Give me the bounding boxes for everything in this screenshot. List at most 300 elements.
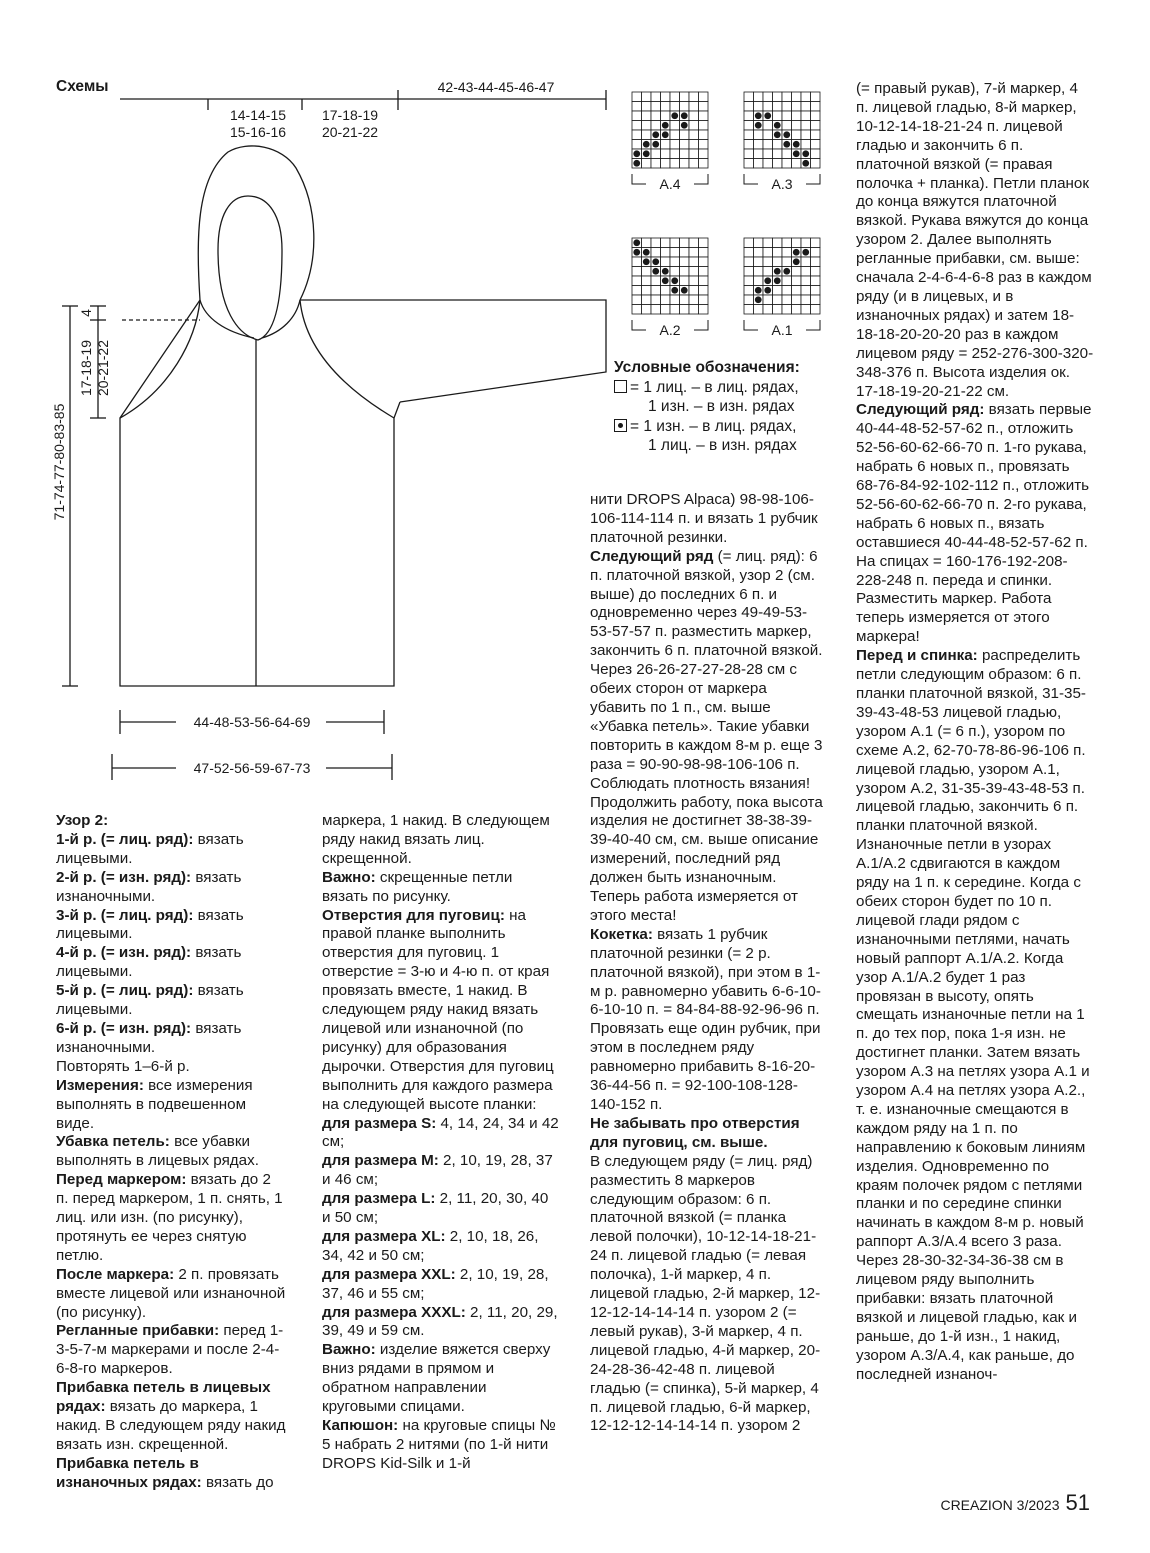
chart-cell	[792, 92, 802, 102]
paragraph-text: вязать лицевыми.	[56, 944, 242, 981]
paragraph-heading: Убавка петель:	[56, 1133, 170, 1151]
legend-item-purl	[614, 417, 800, 437]
chart-cell	[642, 111, 652, 121]
chart-cell	[661, 248, 671, 258]
knitting-charts	[632, 92, 820, 338]
paragraph	[56, 982, 286, 1020]
paragraph-text: вязать первые 40-44-48-52-57-62 п., отложить 52-56-60-62-66-70 п. 1-го рукава, набрать 6 новых п., провязать 68-76-84-92-102-112 п., отложить 52-56-60-62-66-70 п. 2-го рукава, набрать 6 новых п., вязать оставшиеся 40-44-48-52-57-62 п. На спицах = 160-176-192-208-228-248 п. переда и спинки.	[856, 401, 1092, 589]
chart-cell	[811, 111, 821, 121]
chart-cell	[670, 92, 680, 102]
chart-dot	[774, 277, 781, 284]
chart-dot	[662, 277, 669, 284]
chart-cell	[792, 159, 802, 169]
text-column-2	[322, 812, 560, 1474]
chart-cell	[651, 248, 661, 258]
chart-cell	[670, 159, 680, 169]
chart-cell	[801, 238, 811, 248]
chart-cell	[811, 238, 821, 248]
chart-cell	[632, 305, 642, 315]
chart-cell	[689, 92, 699, 102]
dim-v-total: 71-74-77-80-83-85	[51, 403, 67, 521]
chart-cell	[811, 130, 821, 140]
chart-cell	[811, 276, 821, 286]
paragraph-heading: 2-й р. (= изн. ряд):	[56, 868, 192, 886]
chart-cell	[661, 257, 671, 267]
chart-cell	[632, 102, 642, 112]
chart-dot	[802, 160, 809, 167]
paragraph-heading: для размера XXL:	[322, 1265, 456, 1283]
chart-cell	[763, 295, 773, 305]
chart-dot	[662, 131, 669, 138]
dim-top-mid-2: 20-21-22	[321, 124, 379, 140]
chart-dot	[643, 141, 650, 148]
chart-dot	[764, 112, 771, 119]
paragraph	[856, 401, 1094, 590]
chart-cell	[763, 92, 773, 102]
chart-cell	[680, 149, 690, 159]
paragraph-text: Повторять 1–6-й р.	[56, 1057, 190, 1075]
chart-cell	[773, 286, 783, 296]
paragraph-heading: 3-й р. (= лиц. ряд):	[56, 906, 194, 924]
paragraph-text: В следующем ряду (= лиц. ряд) разместить 8 маркеров следующим образом: 6 п. платочной вязкой (= планка левой полочки), 10-12-14-18-21-24 п. лицевой гладью (= левая полочка), 1-й маркер, 4 п. лицевой гладью, 2-й маркер, 12-12-12-14-14-14 п. узором 2 (= левый рукав), 3-й маркер, 4 п. лицевой гладью, 4-й маркер, 20-24-28-36-42-48 п. лицевой гладью (= спинка), 5-й маркер, 4 п. лицевой гладью, 6-й маркер, 12-12-12-14-14-14 п. узором 2	[590, 1152, 821, 1435]
paragraph	[56, 944, 286, 982]
paragraph	[322, 1190, 560, 1228]
chart-dot	[783, 141, 790, 148]
chart-dot	[643, 258, 650, 265]
chart-cell	[661, 149, 671, 159]
chart-cell	[782, 257, 792, 267]
chart-cell	[754, 248, 764, 258]
chart-cell	[744, 295, 754, 305]
paragraph-heading: 4-й р. (= изн. ряд):	[56, 944, 192, 962]
paragraph	[590, 491, 826, 548]
chart-cell	[689, 276, 699, 286]
chart-cell	[782, 111, 792, 121]
chart-cell	[680, 257, 690, 267]
paragraph-heading: Капюшон:	[322, 1417, 399, 1434]
chart-cell	[689, 140, 699, 150]
chart-cell	[773, 257, 783, 267]
chart-cell	[782, 121, 792, 131]
paragraph	[56, 1322, 286, 1379]
chart-cell	[763, 257, 773, 267]
chart-cell	[651, 276, 661, 286]
chart-cell	[773, 102, 783, 112]
paragraph-text: 2, 11, 20, 29, 39, 49 и 59 см.	[322, 1303, 558, 1340]
chart-cell	[744, 102, 754, 112]
chart-cell	[811, 149, 821, 159]
chart-cell	[642, 130, 652, 140]
paragraph-text: распределить петли следующим образом: 6 п. планки платочной вязкой, 31-35-39-43-48-53 лицевой гладью, узором A.1 (= 6 п.), узором по схеме A.2, 62-70-78-86-96-106 п. лицевой гладью, узором A.1, узором A.2, 31-35-39-43-48-53 п. лицевой гладью, закончить 6 п. планки платочной вязкой. Изнаночные петли в узорах A.1/A.2 сдвигаются в каждом ряду на 1 п. к середине. Когда с обеих сторон будет по 10 п. лицевой глади рядом с изнаночными петлями, начать новый раппорт A.1/A.2. Когда узор A.1/A.2 будет 1 раз провязан в высоту, опять смещать изнаночные петли на 1 п. до тех пор, пока 1-я изн. не достигнет планки. Затем вязать узором A.3 на петлях узора A.1 и узором A.4 на петлях узора A.2., т. е. изнаночные смещаются в каждом ряду на 1 п. по направлению к боковым линиям изделия. Одновременно по краям полочек рядом с петлями планки и по середине спинки начинать в каждом 8-м р. новый раппорт A.3/A.4 всего 3 раза.	[856, 647, 1090, 1251]
chart-cell	[811, 267, 821, 277]
chart-cell	[680, 102, 690, 112]
chart-dot	[764, 287, 771, 294]
paragraph-text: нити DROPS Alpaca) 98-98-106-106-114-114 п. и вязать 1 рубчик платочной резинки.	[590, 491, 818, 546]
paragraph-text: скрещенные петли вязать по рисунку.	[322, 868, 513, 905]
chart-cell	[680, 295, 690, 305]
paragraph-heading: После маркера:	[56, 1265, 175, 1283]
chart-cell	[744, 121, 754, 131]
paragraph-text: 2, 10, 19, 28, 37, 46 и 55 см;	[322, 1265, 549, 1302]
chart-a1	[744, 238, 820, 338]
chart-cell	[754, 305, 764, 315]
chart-cell	[801, 295, 811, 305]
chart-cell	[699, 267, 709, 277]
chart-cell	[754, 102, 764, 112]
paragraph	[322, 1304, 560, 1342]
legend-item1-line2: 1 изн. – в изн. рядах	[648, 398, 795, 415]
paragraph-text: 2, 10, 18, 26, 34, 42 и 50 см;	[322, 1227, 539, 1264]
page-number: 51	[1065, 1490, 1090, 1515]
chart-cell	[632, 295, 642, 305]
paragraph-text: вязать изнаночными.	[56, 868, 242, 905]
chart-cell	[680, 159, 690, 169]
chart-cell	[792, 111, 802, 121]
chart-dot	[755, 287, 762, 294]
chart-cell	[754, 159, 764, 169]
chart-cell	[782, 159, 792, 169]
chart-cell	[689, 111, 699, 121]
paragraph-heading: Следующий ряд	[590, 547, 714, 565]
legend-item1-line1: = 1 лиц. – в лиц. рядах,	[630, 378, 799, 396]
chart-dot	[662, 122, 669, 129]
chart-cell	[782, 305, 792, 315]
chart-cell	[689, 267, 699, 277]
chart-cell	[670, 295, 680, 305]
paragraph	[56, 831, 286, 869]
chart-cell	[670, 130, 680, 140]
chart-cell	[801, 111, 811, 121]
dim-top-right: 42-43-44-45-46-47	[437, 79, 555, 95]
chart-cell	[801, 102, 811, 112]
paragraph-text: вязать лицевыми.	[56, 982, 244, 1019]
chart-cell	[651, 295, 661, 305]
chart-label: A.1	[771, 322, 793, 338]
chart-cell	[689, 257, 699, 267]
paragraph	[856, 647, 1094, 1252]
chart-cell	[689, 149, 699, 159]
chart-dot	[633, 150, 640, 157]
dim-v-small: 4	[78, 309, 94, 317]
chart-cell	[792, 130, 802, 140]
chart-cell	[699, 248, 709, 258]
paragraph	[322, 812, 560, 869]
chart-cell	[754, 257, 764, 267]
chart-cell	[782, 149, 792, 159]
chart-cell	[811, 295, 821, 305]
chart-cell	[744, 305, 754, 315]
chart-cell	[744, 140, 754, 150]
chart-cell	[680, 305, 690, 315]
chart-cell	[632, 111, 642, 121]
paragraph-heading: для размера L:	[322, 1190, 436, 1208]
chart-dot	[643, 150, 650, 157]
chart-dot	[652, 268, 659, 275]
chart-dot	[662, 268, 669, 275]
chart-cell	[792, 286, 802, 296]
chart-cell	[763, 130, 773, 140]
chart-cell	[689, 159, 699, 169]
chart-a2	[632, 238, 708, 338]
chart-cell	[773, 305, 783, 315]
chart-cell	[754, 149, 764, 159]
chart-cell	[642, 92, 652, 102]
chart-label: A.3	[771, 176, 793, 192]
chart-cell	[642, 295, 652, 305]
dim-width-1: 44-48-53-56-64-69	[193, 714, 311, 730]
chart-cell	[744, 276, 754, 286]
chart-cell	[642, 267, 652, 277]
chart-cell	[763, 238, 773, 248]
chart-cell	[670, 149, 680, 159]
paragraph-text: маркера, 1 накид. В следующем ряду накид вязать лиц. скрещенной.	[322, 812, 550, 867]
chart-dot	[633, 249, 640, 256]
chart-cell	[811, 102, 821, 112]
chart-cell	[773, 140, 783, 150]
paragraph-text: вязать до маркера, 1 накид. В следующем ряду накид вязать изн. скрещенной.	[56, 1398, 286, 1453]
paragraph-heading: для размера M:	[322, 1152, 439, 1170]
chart-cell	[773, 111, 783, 121]
chart-cell	[632, 286, 642, 296]
paragraph-text: 2 п. провязать вместе лицевой или изнаночной (по рисунку).	[56, 1265, 286, 1321]
chart-cell	[670, 102, 680, 112]
chart-cell	[642, 159, 652, 169]
chart-cell	[680, 130, 690, 140]
chart-cell	[773, 149, 783, 159]
paragraph	[56, 1133, 286, 1171]
paragraph-text: вязать лицевыми.	[56, 830, 244, 867]
chart-cell	[651, 238, 661, 248]
paragraph-heading: 1-й р. (= лиц. ряд):	[56, 830, 194, 848]
chart-cell	[699, 111, 709, 121]
chart-cell	[744, 149, 754, 159]
chart-cell	[642, 305, 652, 315]
chart-cell	[744, 92, 754, 102]
paragraph	[590, 1153, 826, 1437]
chart-cell	[811, 248, 821, 258]
chart-cell	[670, 140, 680, 150]
chart-cell	[792, 238, 802, 248]
dim-top-mid-1: 17-18-19	[321, 107, 379, 123]
chart-cell	[661, 305, 671, 315]
chart-cell	[744, 248, 754, 258]
paragraph	[322, 1266, 560, 1304]
paragraph-text: Через 28-30-32-34-36-38 см в лицевом ряду выполнить прибавки: вязать платочной вязкой и лицевой гладью, как и раньше, до 1-й изн., 1 накид, узором A.3/A.4, как раньше, до последней изнаноч-	[856, 1252, 1078, 1383]
chart-dot	[671, 112, 678, 119]
paragraph	[322, 869, 560, 907]
paragraph-text: на правой планке выполнить отверстия для пуговиц. 1 отверстие = 3-ю и 4-ю п. от края провязать вместе, 1 накид. В следующем ряду накид вязать лицевой или изнаночной (по рисунку) для образования дырочки. Отверстия для пуговиц выполнить для каждого размера на следующей высоте планки:	[322, 906, 554, 1113]
chart-cell	[670, 305, 680, 315]
chart-cell	[680, 248, 690, 258]
chart-cell	[792, 295, 802, 305]
paragraph-text: (= лиц. ряд): 6 п. платочной вязкой, узор 2 (см. выше) до последних 6 п. и одновременно через 49-49-53-53-57-57 п. разместить маркер, закончить 6 п. платочной вязкой. Через 26-26-27-27-28-28 см с обеих сторон от маркера убавить по 1 п., см. выше «Убавка петель». Такие убавки повторить в каждом 8-м р. еще 3 раза = 90-90-98-98-106-106 п. Соблюдать плотность вязания!	[590, 547, 823, 792]
chart-dot	[774, 122, 781, 129]
paragraph-text: на круговые спицы № 5 набрать 2 нитями (по 1-й нити DROPS Kid-Silk и 1-й	[322, 1417, 556, 1472]
paragraph	[322, 1228, 560, 1266]
chart-cell	[689, 130, 699, 140]
chart-cell	[754, 130, 764, 140]
chart-cell	[754, 276, 764, 286]
paragraph	[56, 1266, 286, 1323]
chart-cell	[699, 121, 709, 131]
chart-cell	[699, 286, 709, 296]
chart-cell	[632, 267, 642, 277]
chart-cell	[699, 92, 709, 102]
chart-cell	[632, 130, 642, 140]
paragraph-heading: для размера XL:	[322, 1227, 446, 1245]
chart-cell	[661, 286, 671, 296]
paragraph-text: вязать изнаночными.	[56, 1019, 242, 1056]
chart-cell	[792, 102, 802, 112]
legend	[614, 358, 800, 456]
paragraph-text: вязать 1 рубчик платочной резинки (= 2 р. платочной вязкой), при этом в 1-м р. равномерно убавить 6-6-10-6-10-10 п. = 84-84-88-92-96-96 п. Провязать еще один рубчик, при этом в последнем ряду равномерно прибавить 8-16-20-36-44-56 п. = 92-100-108-128-140-152 п.	[590, 925, 821, 1113]
chart-cell	[792, 267, 802, 277]
paragraph-heading: Перед и спинка:	[856, 647, 978, 665]
chart-cell	[744, 238, 754, 248]
chart-dot	[652, 141, 659, 148]
chart-dot	[774, 131, 781, 138]
chart-cell	[661, 295, 671, 305]
chart-dot	[793, 249, 800, 256]
page-title: Схемы	[56, 78, 109, 95]
chart-cell	[754, 238, 764, 248]
paragraph-heading: Важно:	[322, 868, 376, 886]
chart-cell	[801, 140, 811, 150]
paragraph	[56, 1455, 286, 1493]
chart-cell	[651, 102, 661, 112]
dim-width-2: 47-52-56-59-67-73	[193, 760, 311, 776]
legend-item2-line2: 1 лиц. – в изн. рядах	[648, 437, 797, 454]
paragraph-heading: Регланные прибавки:	[56, 1322, 220, 1340]
chart-cell	[744, 130, 754, 140]
chart-cell	[763, 121, 773, 131]
paragraph	[322, 1341, 560, 1417]
chart-cell	[642, 102, 652, 112]
chart-cell	[773, 248, 783, 258]
dim-top-left-1: 14-14-15	[229, 107, 287, 123]
paragraph	[590, 548, 826, 794]
chart-cell	[782, 276, 792, 286]
chart-cell	[763, 267, 773, 277]
paragraph-text: все убавки выполнять в лицевых рядах.	[56, 1133, 259, 1170]
chart-cell	[689, 295, 699, 305]
chart-cell	[699, 130, 709, 140]
chart-a3	[744, 92, 820, 192]
chart-cell	[744, 267, 754, 277]
chart-cell	[763, 149, 773, 159]
paragraph-text: 2, 11, 20, 30, 40 и 50 см;	[322, 1190, 549, 1227]
paragraph-text: вязать лицевыми.	[56, 906, 244, 943]
chart-cell	[801, 257, 811, 267]
chart-cell	[811, 305, 821, 315]
paragraph	[856, 1252, 1094, 1384]
paragraph	[56, 907, 286, 945]
paragraph	[56, 1020, 286, 1058]
chart-cell	[782, 295, 792, 305]
chart-cell	[661, 92, 671, 102]
chart-cell	[782, 238, 792, 248]
chart-cell	[689, 102, 699, 112]
chart-cell	[642, 121, 652, 131]
dim-top-left-2: 15-16-16	[229, 124, 287, 140]
chart-cell	[763, 248, 773, 258]
dim-v-mid-2: 20-21-22	[95, 339, 111, 397]
paragraph-heading: Не забывать про отверстия для пуговиц, см. выше.	[590, 1114, 800, 1151]
paragraph-text: 2, 10, 19, 28, 37 и 46 см;	[322, 1152, 553, 1189]
chart-cell	[689, 121, 699, 131]
chart-cell	[632, 276, 642, 286]
paragraph-heading: Прибавка петель в изнаночных рядах:	[56, 1454, 202, 1491]
text-column-3	[590, 491, 826, 1436]
chart-dot	[671, 287, 678, 294]
chart-cell	[670, 238, 680, 248]
paragraph-heading: Важно:	[322, 1341, 376, 1359]
chart-cell	[782, 286, 792, 296]
paragraph	[322, 1115, 560, 1153]
paragraph	[322, 1417, 560, 1474]
paragraph-heading: Измерения:	[56, 1076, 144, 1094]
chart-cell	[661, 111, 671, 121]
paragraph-heading: для размера S:	[322, 1114, 437, 1132]
chart-cell	[811, 92, 821, 102]
chart-cell	[699, 295, 709, 305]
chart-cell	[699, 140, 709, 150]
chart-cell	[632, 257, 642, 267]
chart-cell	[801, 267, 811, 277]
paragraph-text: все измерения выполнять в подвешенном виде.	[56, 1076, 253, 1132]
text-column-1	[56, 812, 286, 1493]
chart-cell	[763, 159, 773, 169]
chart-cell	[763, 102, 773, 112]
chart-cell	[763, 305, 773, 315]
chart-cell	[792, 305, 802, 315]
chart-cell	[801, 276, 811, 286]
chart-dot	[764, 277, 771, 284]
paragraph-text: вязать до 2 п. перед маркером, 1 п. снять, 1 лиц. или изн. (по рисунку), протянуть ее через снятую петлю.	[56, 1171, 283, 1264]
chart-cell	[680, 92, 690, 102]
chart-dot	[755, 112, 762, 119]
chart-cell	[792, 121, 802, 131]
chart-cell	[632, 121, 642, 131]
paragraph	[856, 80, 1094, 401]
chart-dot	[774, 268, 781, 275]
chart-cell	[642, 286, 652, 296]
chart-cell	[680, 267, 690, 277]
chart-dot	[802, 150, 809, 157]
paragraph-heading: Прибавка петель в лицевых рядах:	[56, 1379, 271, 1416]
chart-cell	[651, 111, 661, 121]
chart-cell	[661, 102, 671, 112]
chart-cell	[801, 121, 811, 131]
dot-square-icon	[614, 419, 627, 432]
chart-cell	[680, 140, 690, 150]
paragraph	[56, 1171, 286, 1266]
chart-cell	[754, 267, 764, 277]
chart-cell	[801, 286, 811, 296]
chart-cell	[642, 276, 652, 286]
chart-cell	[811, 121, 821, 131]
chart-cell	[699, 149, 709, 159]
chart-cell	[801, 92, 811, 102]
chart-cell	[801, 305, 811, 315]
chart-dot	[652, 258, 659, 265]
chart-cell	[632, 92, 642, 102]
paragraph-heading: Перед маркером:	[56, 1171, 187, 1189]
chart-cell	[782, 92, 792, 102]
chart-cell	[782, 248, 792, 258]
chart-cell	[744, 257, 754, 267]
paragraph-heading: Узор 2:	[56, 812, 109, 829]
